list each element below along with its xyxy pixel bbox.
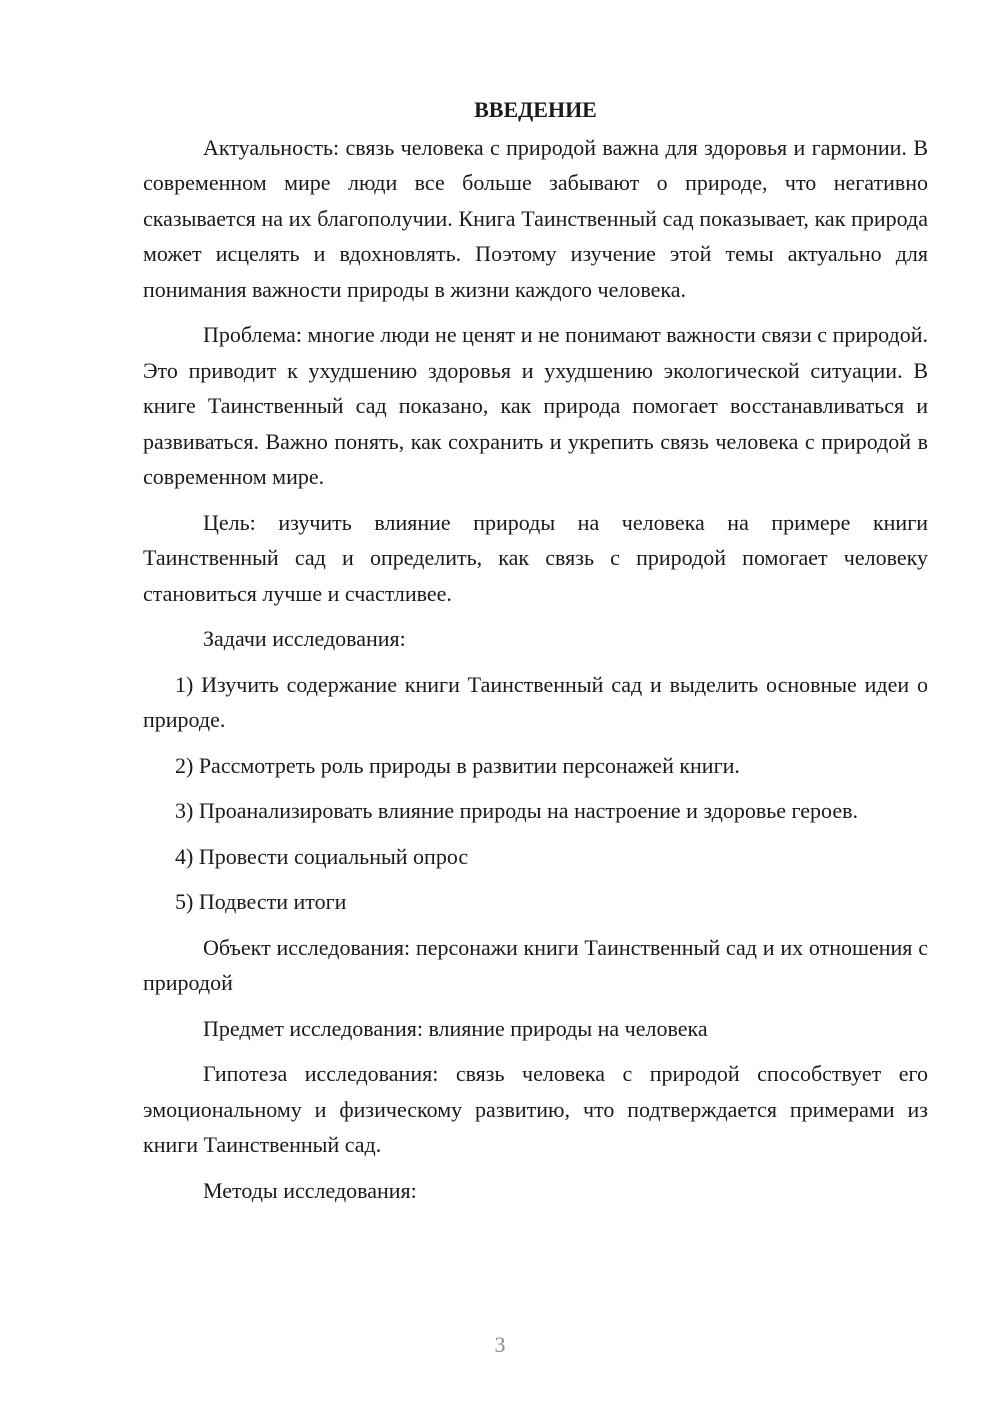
methods-heading: Методы исследования:	[203, 1177, 417, 1203]
page-content	[143, 92, 928, 1218]
paragraph-relevance: Актуальность: связь человека с природой важна для здоровья и гармонии. В современном мире люди все больше забывают о природе, что негативно сказывается на их благополучии. Книга Таинственный сад показывает, как природа может исцелять и вдохновлять. Поэтому изучение этой темы актуально для понимания важности природы в жизни каждого человека.	[143, 134, 928, 302]
task-item-4: 4) Провести социальный опрос	[175, 843, 469, 869]
paragraph-subject: Предмет исследования: влияние природы на человека	[203, 1015, 708, 1041]
task-item-3: 3) Проанализировать влияние природы на настроение и здоровье героев.	[175, 798, 858, 823]
paragraph-goal: Цель: изучить влияние природы на человека на примере книги Таинственный сад и определить, как связь с природой помогает человеку становиться лучше и счастливее.	[143, 509, 928, 606]
page-title: ВВЕДЕНИЕ	[474, 97, 597, 122]
task-item-2: 2) Рассмотреть роль природы в развитии персонажей книги.	[175, 752, 740, 778]
tasks-heading: Задачи исследования:	[203, 626, 406, 651]
paragraph-hypothesis: Гипотеза исследования: связь человека с природой способствует его эмоциональному и физическому развитию, что подтверждается примерами из книги Таинственный сад.	[143, 1061, 928, 1157]
paragraph-problem: Проблема: многие люди не ценят и не понимают важности связи с природой. Это приводит к ухудшению здоровья и ухудшению экологической ситуации. В книге Таинственный сад показано, как природа помогает восстанавливаться и развиваться. Важно понять, как сохранить и укрепить связь человека с природой в современном мире.	[143, 322, 928, 489]
task-item-5: 5) Подвести итоги	[175, 889, 347, 914]
task-item-1: 1) Изучить содержание книги Таинственный сад и выделить основные идеи о природе.	[143, 671, 928, 732]
paragraph-object: Объект исследования: персонажи книги Таинственный сад и их отношения с природой	[143, 934, 928, 995]
page-number: 3	[494, 1332, 506, 1357]
